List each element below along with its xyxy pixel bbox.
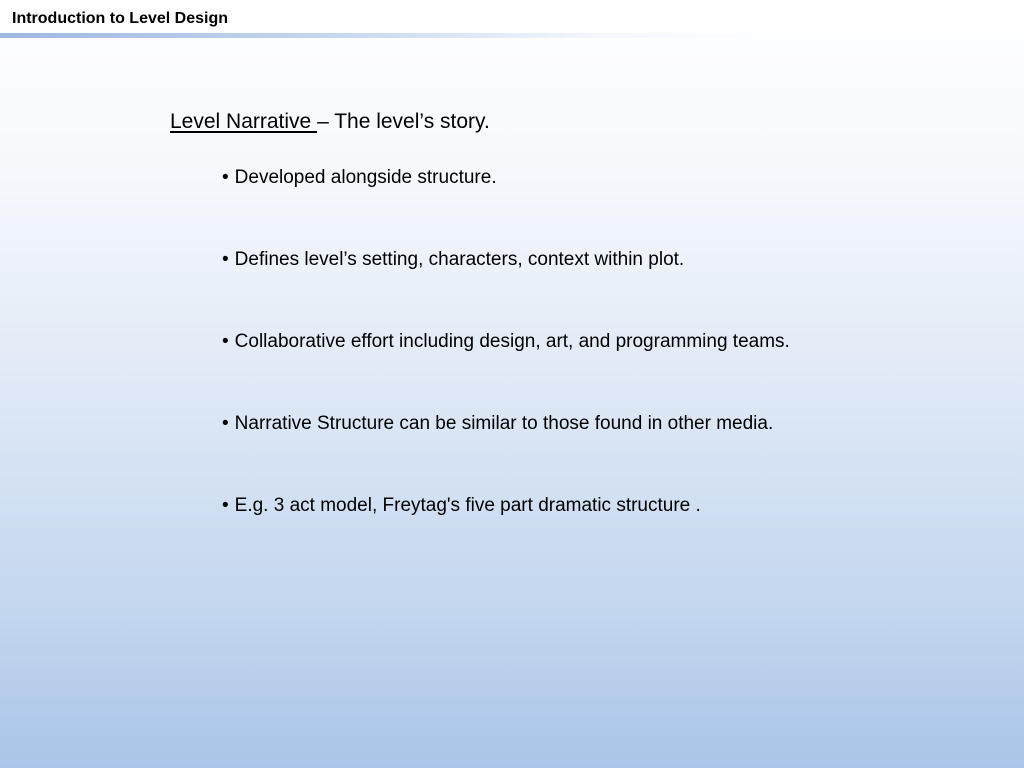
bullet-item — [222, 166, 982, 248]
bullet-point-icon: • — [222, 495, 229, 516]
heading-description: – The level’s story. — [317, 110, 490, 133]
presentation-title: Introduction to Level Design — [12, 10, 229, 27]
slide-content — [170, 108, 990, 516]
bullet-item — [222, 248, 982, 330]
bullet-item — [222, 494, 982, 576]
bullet-item — [222, 412, 982, 494]
bullet-text: Defines level’s setting, characters, context within plot. — [234, 249, 685, 270]
bullet-point-icon: • — [222, 331, 229, 352]
bullet-list — [222, 166, 982, 576]
bullet-text: Collaborative effort including design, art, and programming teams. — [234, 331, 790, 352]
bullet-point-icon: • — [222, 167, 229, 188]
slide-heading — [170, 108, 990, 136]
heading-term: Level Narrative — [170, 110, 318, 133]
header-divider — [0, 33, 760, 38]
bullet-point-icon: • — [222, 413, 229, 434]
slide-header — [0, 0, 1024, 40]
bullet-text: Narrative Structure can be similar to those found in other media. — [234, 413, 774, 434]
bullet-item — [222, 330, 982, 412]
bullet-text: E.g. 3 act model, Freytag's five part dramatic structure . — [234, 495, 701, 516]
bullet-point-icon: • — [222, 249, 229, 270]
bullet-text: Developed alongside structure. — [234, 167, 497, 188]
